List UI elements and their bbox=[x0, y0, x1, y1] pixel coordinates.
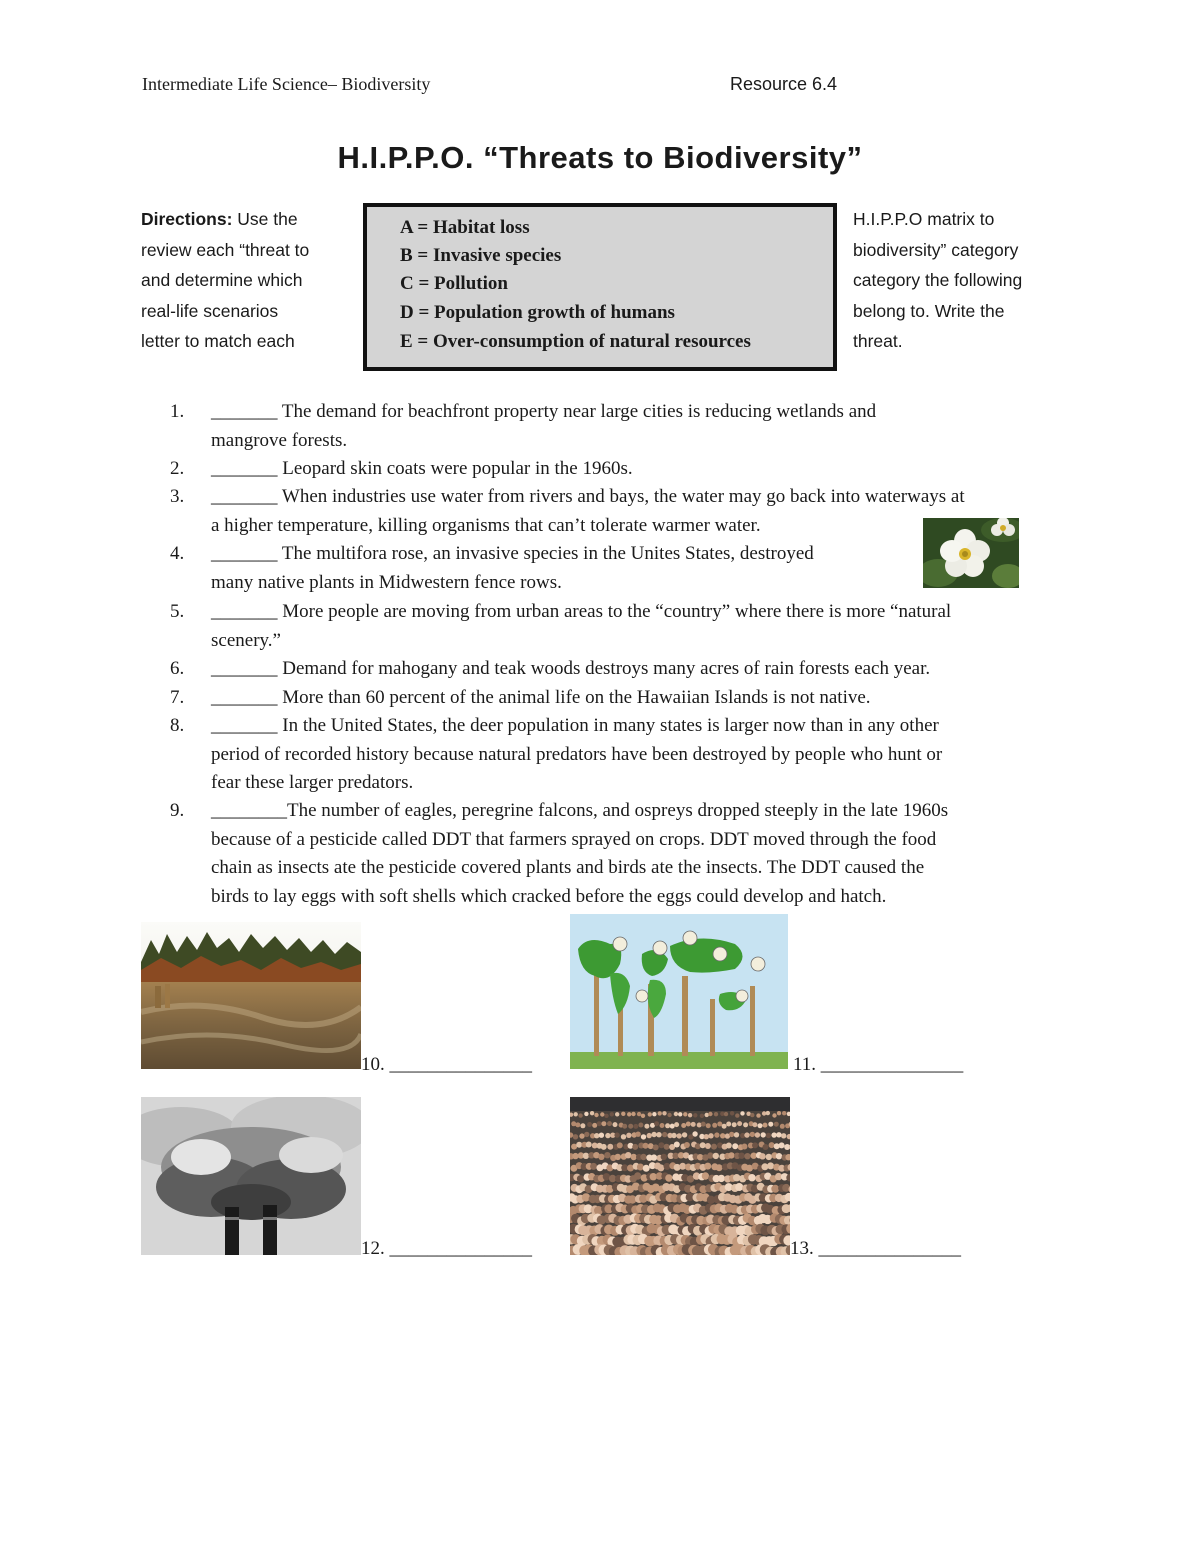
answer-blank-11[interactable]: 11. _______________ bbox=[793, 1054, 964, 1075]
directions-line: H.I.P.P.O matrix to bbox=[853, 209, 995, 229]
directions-line: threat. bbox=[853, 331, 903, 351]
directions-line: belong to. Write the bbox=[853, 300, 1005, 321]
question-number: 3. bbox=[170, 486, 185, 507]
key-item-c: C = Pollution bbox=[400, 273, 508, 294]
directions-line: biodiversity” category bbox=[853, 239, 1019, 260]
question-number: 2. bbox=[170, 458, 185, 479]
question-number: 1. bbox=[170, 401, 185, 422]
question-number: 7. bbox=[170, 687, 185, 708]
key-item-d: D = Population growth of humans bbox=[400, 302, 675, 323]
directions-line: Directions: Use the bbox=[141, 209, 298, 229]
directions-line: letter to match each bbox=[141, 331, 295, 351]
directions-label: Directions: bbox=[141, 209, 233, 229]
key-item-a: A = Habitat loss bbox=[400, 217, 530, 238]
question-number: 5. bbox=[170, 601, 185, 622]
smokestack-pollution-photo bbox=[141, 1097, 361, 1255]
key-item-b: B = Invasive species bbox=[400, 245, 562, 266]
directions-line: and determine which bbox=[141, 270, 303, 290]
world-trees-cartoon bbox=[570, 914, 788, 1069]
directions-left bbox=[141, 204, 356, 357]
key-item-e: E = Over-consumption of natural resources bbox=[400, 331, 751, 352]
question-number: 6. bbox=[170, 658, 185, 679]
deforestation-photo bbox=[141, 922, 361, 1069]
answer-blank-13[interactable]: 13. _______________ bbox=[790, 1238, 961, 1259]
page-title: H.I.P.P.O. “Threats to Biodiversity” bbox=[337, 140, 863, 175]
multiflora-rose-photo bbox=[923, 518, 1019, 588]
answer-blank-12[interactable]: 12. _______________ bbox=[361, 1238, 532, 1259]
question-number: 9. bbox=[170, 800, 185, 821]
hippo-key-box bbox=[363, 203, 837, 371]
header-course: Intermediate Life Science– Biodiversity bbox=[142, 74, 431, 94]
directions-line: review each “threat to bbox=[141, 239, 310, 260]
directions-line: category the following bbox=[853, 270, 1023, 290]
directions-right bbox=[853, 204, 1068, 357]
question-number: 8. bbox=[170, 715, 185, 736]
question-number: 4. bbox=[170, 543, 185, 564]
crowd-photo bbox=[570, 1097, 790, 1255]
header-resource: Resource 6.4 bbox=[730, 74, 838, 94]
answer-blank-10[interactable]: 10. _______________ bbox=[361, 1054, 532, 1075]
directions-line: real-life scenarios bbox=[141, 300, 279, 321]
